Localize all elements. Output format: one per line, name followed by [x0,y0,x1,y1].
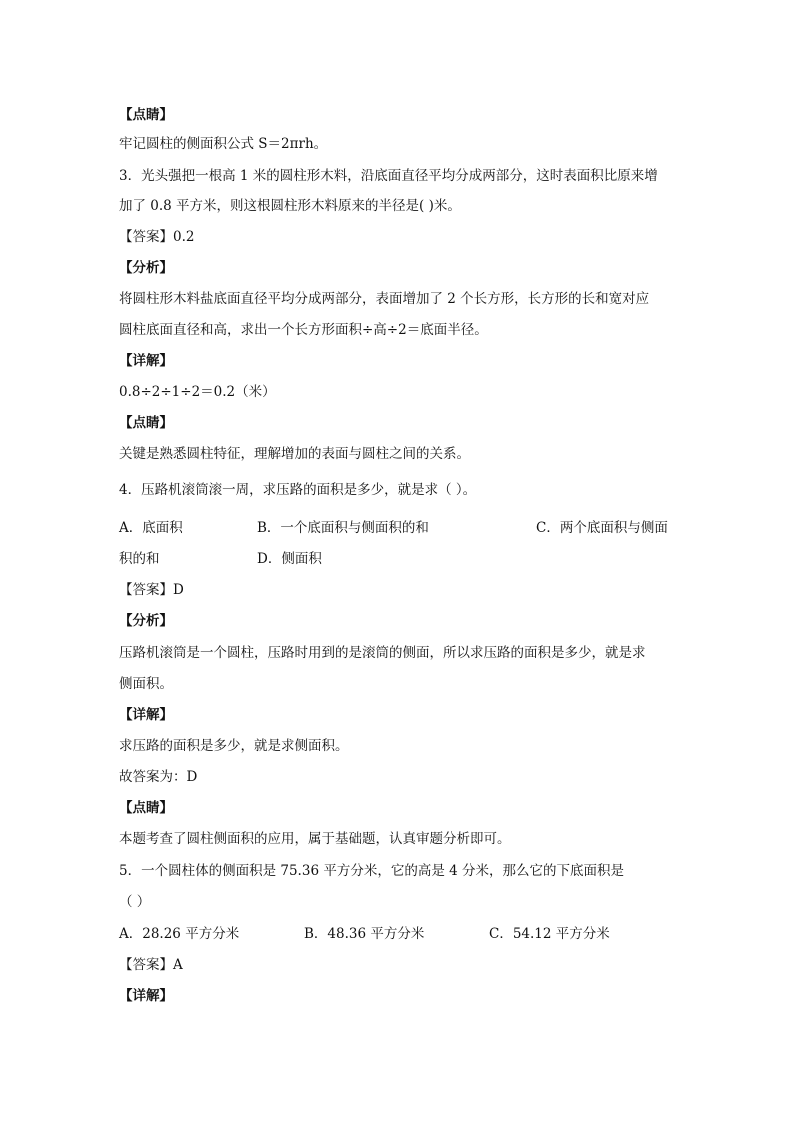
analysis-3-line-2: 圆柱底面直径和高，求出一个长方形面积÷高÷2＝底面半径。 [119,322,488,338]
answer-4: 【答案】D [119,582,184,598]
question-3-line-2: 加了 0.8 平方米，则这根圆柱形木料原来的半径是( )米。 [119,198,461,214]
q5-option-c: C．54.12 平方分米 [489,926,610,942]
analysis-4-line-1: 压路机滚筒是一个圆柱，压路时用到的是滚筒的侧面，所以求压路的面积是多少，就是求 [119,645,646,661]
text-formula: 牢记圆柱的侧面积公式 S＝2πrh。 [119,136,328,152]
comment-4: 本题考查了圆柱侧面积的应用，属于基础题，认真审题分析即可。 [119,831,511,847]
heading-xiangjie: 【详解】 [119,353,173,369]
q4-option-b: B．一个底面积与侧面积的和 [257,520,429,536]
solution-4: 求压路的面积是多少，就是求侧面积。 [119,738,349,754]
q4-option-c-continued: 积的和 [119,551,160,567]
comment-3: 关键是熟悉圆柱特征，理解增加的表面与圆柱之间的关系。 [119,446,470,462]
analysis-4-line-2: 侧面积。 [119,676,173,692]
q4-option-c: C．两个底面积与侧面 [536,520,668,536]
heading-dianjing: 【点睛】 [119,415,173,431]
heading-xiangjie: 【详解】 [119,988,173,1004]
heading-dianjing: 【点睛】 [119,800,173,816]
q5-option-b: B．48.36 平方分米 [304,926,425,942]
q4-option-a: A．底面积 [119,520,183,536]
q5-option-a: A．28.26 平方分米 [119,926,240,942]
question-4: 4．压路机滚筒滚一周，求压路的面积是多少，就是求（ ）。 [119,482,477,498]
heading-dianjing: 【点睛】 [119,107,173,123]
heading-fenxi: 【分析】 [119,260,173,276]
analysis-3-line-1: 将圆柱形木料盐底面直径平均分成两部分，表面增加了 2 个长方形，长方形的长和宽对应 [119,291,650,307]
heading-fenxi: 【分析】 [119,613,173,629]
solution-3: 0.8÷2÷1÷2＝0.2（米） [119,384,276,400]
heading-xiangjie: 【详解】 [119,707,173,723]
q4-option-d: D．侧面积 [257,551,322,567]
answer-3: 【答案】0.2 [119,229,195,245]
answer-5: 【答案】A [119,957,183,973]
question-3-line-1: 3．光头强把一根高 1 米的圆柱形木料，沿底面直径平均分成两部分，这时表面积比原来增 [119,168,658,184]
question-5-line-1: 5．一个圆柱体的侧面积是 75.36 平方分米，它的高是 4 分米，那么它的下底面积是 [119,863,624,879]
question-5-line-2: （ ） [119,894,151,910]
solution-4-answer: 故答案为：D [119,769,198,785]
